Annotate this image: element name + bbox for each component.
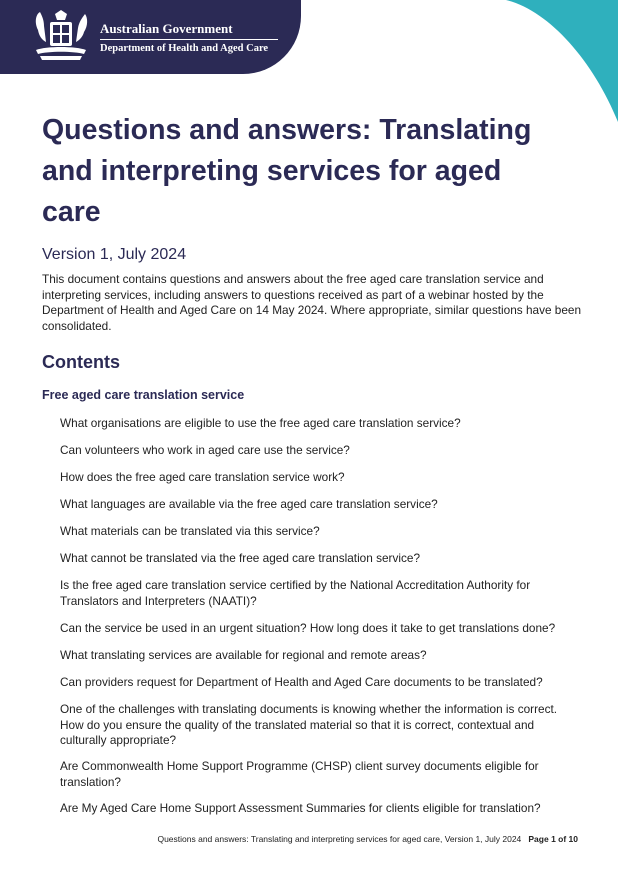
toc-link[interactable]: What materials can be translated via this service? bbox=[60, 524, 320, 538]
toc-link[interactable]: Are My Aged Care Home Support Assessment Summaries for clients eligible for translation? bbox=[60, 801, 541, 815]
toc-link[interactable]: What languages are available via the free aged care translation service? bbox=[60, 497, 438, 511]
contents-heading: Contents bbox=[42, 352, 120, 372]
footer-text: Questions and answers: Translating and interpreting services for aged care, Version 1, July 2024 bbox=[157, 834, 522, 844]
toc-link[interactable]: Can providers request for Department of Health and Aged Care documents to be translated? bbox=[60, 675, 543, 689]
department-name: Department of Health and Aged Care bbox=[100, 43, 269, 54]
toc-link[interactable]: What organisations are eligible to use the free aged care translation service? bbox=[60, 416, 461, 430]
toc-link[interactable]: Can volunteers who work in aged care use the service? bbox=[60, 443, 350, 457]
government-banner bbox=[0, 0, 301, 74]
toc-link[interactable]: Can the service be used in an urgent situation? How long does it take to get translations done? bbox=[60, 621, 556, 635]
page-footer bbox=[157, 834, 578, 844]
toc-link[interactable]: Is the free aged care translation service certified by the National Accreditation Authority for Translators and Interpreters (NAATI)? bbox=[60, 578, 531, 608]
page-title: Questions and answers: Translating and interpreting services for aged care bbox=[42, 114, 532, 228]
toc-link[interactable]: Are Commonwealth Home Support Programme (CHSP) client survey documents eligible for translation? bbox=[60, 759, 539, 789]
government-name: Australian Government bbox=[100, 21, 233, 36]
version-label: Version 1, July 2024 bbox=[42, 246, 187, 263]
toc-link[interactable]: What cannot be translated via the free aged care translation service? bbox=[60, 551, 421, 565]
toc-link[interactable]: How does the free aged care translation service work? bbox=[60, 470, 345, 484]
toc-link[interactable]: What translating services are available for regional and remote areas? bbox=[60, 648, 427, 662]
toc-link[interactable]: One of the challenges with translating documents is knowing whether the information is correct. How do you ensure the quality of the translated material so that it is correct, contextual and culturally appropriate? bbox=[60, 702, 558, 747]
page-number: Page 1 of 10 bbox=[528, 834, 578, 844]
toc-section-heading[interactable]: Free aged care translation service bbox=[42, 388, 245, 402]
coat-of-arms-icon bbox=[30, 8, 92, 66]
intro-paragraph: This document contains questions and answers about the free aged care translation service and interpreting services, including answers to questions received as part of a webinar hosted by the Department of Health and Aged Care on 14 May 2024. Where appropriate, similar questions have been consolidated. bbox=[42, 272, 582, 333]
header-divider bbox=[100, 39, 278, 40]
